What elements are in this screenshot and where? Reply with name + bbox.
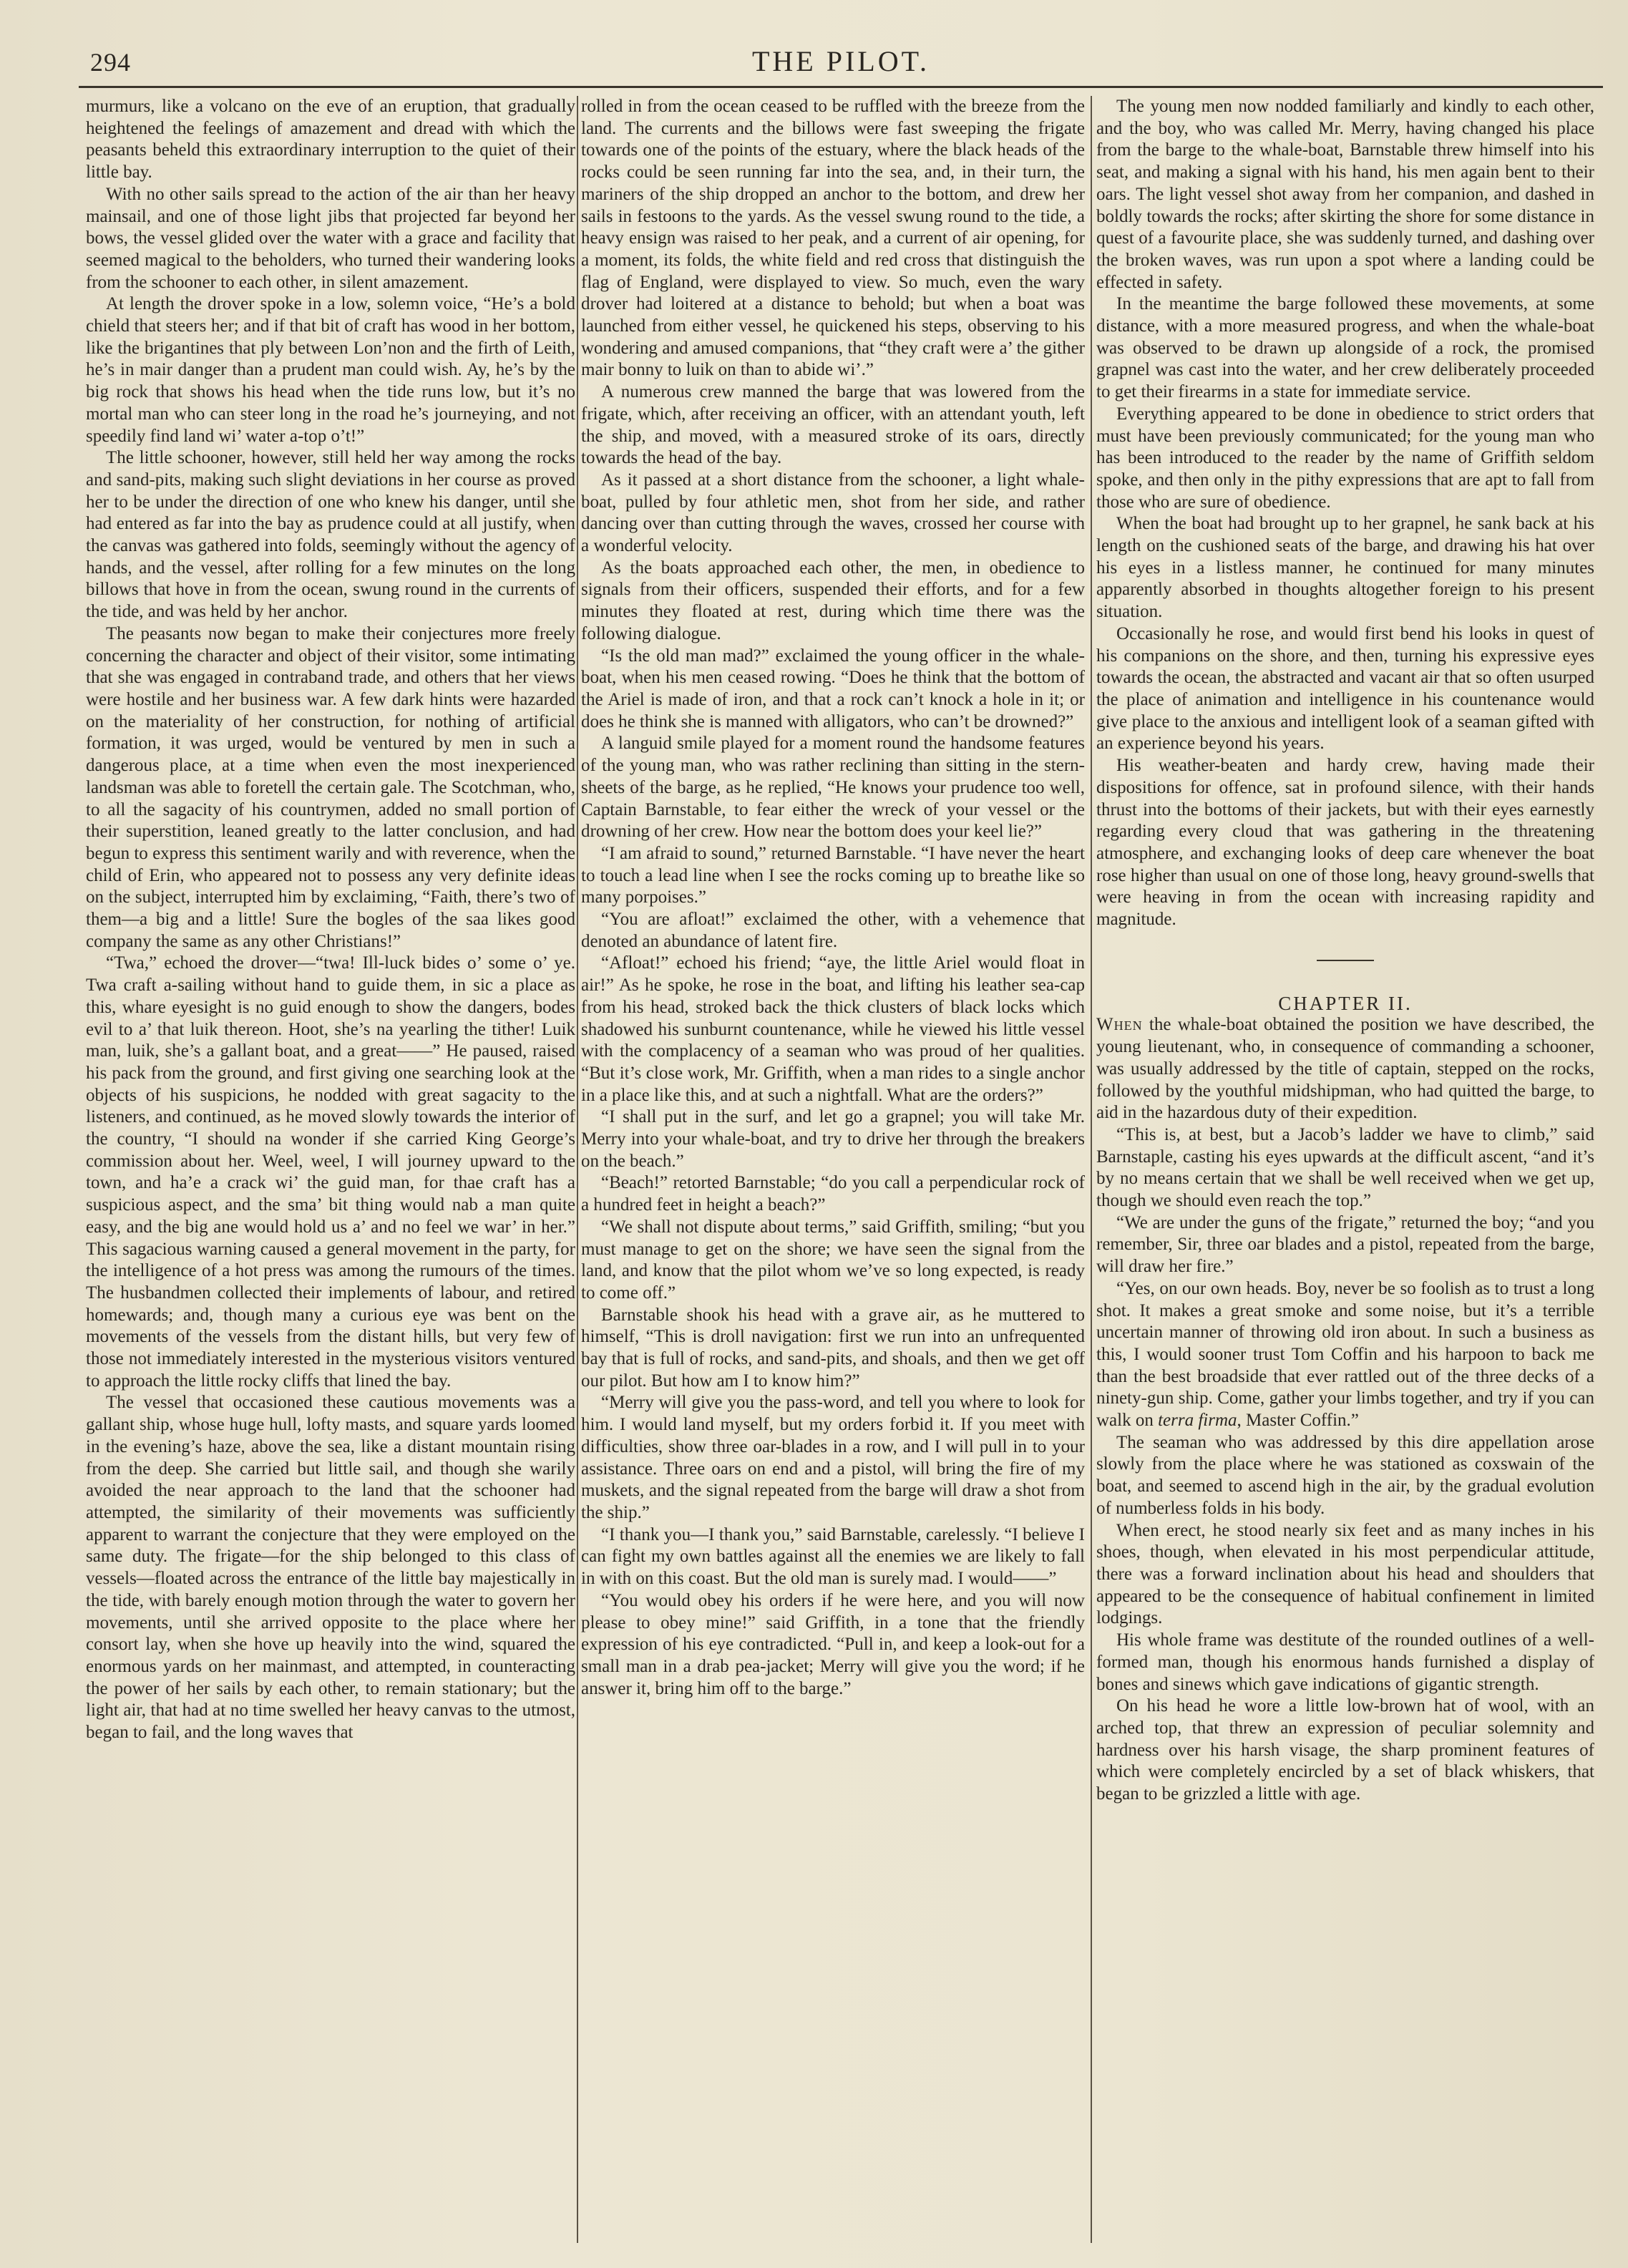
paragraph-text: “Yes, on our own heads. Boy, never be so foolish as to trust a long shot. It makes a great smoke and some noise, but it’s a terrible uncertain manner of throwing old iron about. In such a business as this, I would sooner trust Tom Coffin and his harpoon to back me than the best broadside that ever rattled out of the three decks of a ninety-gun ship. Come, gather your limbs together, and try if you can walk on (1096, 1278, 1594, 1431)
column-divider-1 (577, 96, 578, 2243)
paragraph: When the boat had brought up to her grapnel, he sank back at his length on the cushioned seats of the barge, and drawing his hat over his eyes in a listless manner, he continued for many minutes apparently absorbed in thoughts altogether foreign to his present situation. (1096, 514, 1594, 622)
paragraph: Occasionally he rose, and would first bend his looks in quest of his companions on the shore, and then, turning his expressive eyes towards the ocean, the abstracted and vacant air that so often usurped the place of animation and intelligence in his countenance would give place to the anxious and intelligent look of a seaman gifted with an experience beyond his years. (1096, 623, 1594, 754)
page-number: 294 (90, 48, 131, 77)
chapter-opening-word: When (1096, 1015, 1143, 1035)
text-column-1 (86, 96, 575, 2250)
paragraph: “You are afloat!” exclaimed the other, with a vehemence that denoted an abundance of latent fire. (581, 910, 1085, 951)
running-title: THE PILOT. (751, 45, 930, 77)
paragraph: With no other sails spread to the action of the air than her heavy mainsail, and one of those light jibs that projected far beyond her bows, the vessel glided over the water with a grace and facility that seemed magical to the beholders, who turned their wandering looks from the schooner to each other, in silent amazement. (86, 184, 575, 292)
paragraph (1096, 1278, 1594, 1432)
text-column-2 (581, 96, 1085, 2250)
paragraph: The peasants now began to make their conjectures more freely concerning the character and object of their visitor, some intimating that she was engaged in contraband trade, and others that her views were hostile and her business war. A few dark hints were hazarded on the materiality of her construction, for nothing of artificial formation, it was urged, would be ventured by men in such a dangerous place, at a time when even the most inexperienced landsman was able to foretell the certain gale. The Scotchman, who, to all the sagacity of his countrymen, added no small portion of their superstition, leaned greatly to the latter conclusion, and had begun to express this sentiment warily and with reverence, when the child of Erin, who appeared not to possess any very definite ideas on the subject, interrupted him by exclaiming, “Faith, there’s two of them—a big and a little! Sure the bogles of the saa likes good company the same as any other Christians!” (86, 623, 575, 951)
paragraph: His whole frame was destitute of the rounded outlines of a well-formed man, though his enormous hands furnished a display of bones and sinews which gave indications of gigantic strength. (1096, 1630, 1594, 1694)
paragraph: His weather-beaten and hardy crew, having made their dispositions for offence, sat in profound silence, with their hands thrust into the bottoms of their jackets, but with their eyes earnestly regarding every cloud that was gathering in the threatening atmosphere, and exchanging looks of deep care whenever the boat rose higher than usual on one of those long, heavy ground-swells that were heaving in from the ocean with increasing rapidity and magnitude. (1096, 756, 1594, 930)
paragraph: The seaman who was addressed by this dire appellation arose slowly from the place where he was stationed as coxswain of the boat, and seemed to ascend high in the air, by the gradual evolution of numberless folds in his body. (1096, 1432, 1594, 1518)
paragraph: murmurs, like a volcano on the eve of an eruption, that gradually heightened the feelings of amazement and dread with which the peasants beheld this extraordinary interruption to the quiet of their little bay. (86, 97, 575, 182)
column-divider-2 (1091, 96, 1092, 2243)
paragraph: Barnstable shook his head with a grave air, as he muttered to himself, “This is droll navigation: first we run into an unfrequented bay that is full of rocks, and sand-pits, and shoals, and then we get off our pilot. But how am I to know him?” (581, 1305, 1085, 1391)
paragraph: A numerous crew manned the barge that was lowered from the frigate, which, after receiving an officer, with an attendant youth, left the ship, and moved, with a measured stroke of its oars, directly towards the head of the bay. (581, 382, 1085, 468)
paragraph: “I thank you—I thank you,” said Barnstable, carelessly. “I believe I can fight my own battles against all the enemies we are likely to fall in with on this coast. But the old man is surely mad. I would——” (581, 1524, 1085, 1589)
paragraph: “Merry will give you the pass-word, and tell you where to look for him. I would land myself, but my orders forbid it. If you meet with difficulties, show three oar-blades in a row, and I will pull in to your assistance. Three oars on end and a pistol, will bring the fire of my muskets, and the signal repeated from the barge will draw a shot from the ship.” (581, 1393, 1085, 1522)
paragraph: At length the drover spoke in a low, solemn voice, “He’s a bold chield that steers her; and if that bit of craft has wood in her bottom, like the brigantines that ply between Lon’non and the firth of Leith, he’s in mair danger than a prudent man could wish. Ay, he’s by the big rock that shows his head when the tide runs low, but it’s no mortal man who can steer long in the road he’s journeying, and not speedily find land wi’ water a-top o’t!” (86, 294, 575, 446)
paragraph: “Beach!” retorted Barnstable; “do you call a perpendicular rock of a hundred feet in height a beach?” (581, 1173, 1085, 1215)
paragraph: A languid smile played for a moment round the handsome features of the young man, who was rather reclining than sitting in the stern-sheets of the barge, as he replied, “He knows your prudence too well, Captain Barnstable, to fear either the wreck of your vessel or the drowning of her crew. How near the bottom does your keel lie?” (581, 734, 1085, 842)
chapter-opening-paragraph (1096, 1014, 1594, 1124)
paragraph: In the meantime the barge followed these movements, at some distance, with a more measured progress, and when the whale-boat was observed to be drawn up alongside of a rock, the promised grapnel was cast into the water, and her crew deliberately proceeded to get their firearms in a state for immediate service. (1096, 294, 1594, 402)
paragraph: “We are under the guns of the frigate,” returned the boy; “and you remember, Sir, three oar blades and a pistol, repeated from the barge, will draw her fire.” (1096, 1212, 1594, 1277)
paragraph: The young men now nodded familiarly and kindly to each other, and the boy, who was called Mr. Merry, having changed his place from the barge to the whale-boat, Barnstable threw himself into his seat, and making a signal with his hand, his men again bent to their oars. The light vessel shot away from her companion, and dashed in boldly towards the rocks; after skirting the shore for some distance in quest of a favourite place, she was suddenly turned, and dashing over the broken waves, was run upon a spot where a landing could be effected in safety. (1096, 97, 1594, 292)
italic-phrase: terra firma (1158, 1411, 1237, 1431)
chapter-opening-text: the whale-boat obtained the position we have described, the young lieutenant, who, in consequence of commanding a schooner, was usually addressed by the title of captain, stepped on the rocks, followed by the youthful midshipman, who had quitted the barge, to aid in the hazardous duty of their expedition. (1096, 1015, 1594, 1123)
paragraph: The vessel that occasioned these cautious movements was a gallant ship, whose huge hull, lofty masts, and square yards loomed in the evening’s haze, above the sea, like a distant mountain rising from the deep. She carried but little sail, and though she warily avoided the near approach to the land that the schooner had attempted, the similarity of their movements was sufficiently apparent to warrant the conjecture that they were employed on the same duty. The frigate—for the ship belonged to this class of vessels—floated across the entrance of the little bay majestically in the tide, with barely enough motion through the water to govern her movements, until she arrived opposite to the place where her consort lay, when she hove up heavily into the wind, squared the enormous yards on her mainmast, and attempted, in counteracting the power of her sails by each other, to remain stationary; but the light air, that had at no time swelled her heavy canvas to the utmost, began to fail, and the long waves that (86, 1393, 575, 1743)
paragraph: As it passed at a short distance from the schooner, a light whale-boat, pulled by four athletic men, shot from her side, and rather dancing over than cutting through the waves, crossed her course with a wonderful velocity. (581, 469, 1085, 556)
paragraph: rolled in from the ocean ceased to be ruffled with the breeze from the land. The currents and the billows were fast sweeping the frigate towards one of the points of the estuary, where the black heads of the rocks could be seen running far into the sea, and, in their turn, the mariners of the ship dropped an anchor to the bottom, and drew her sails in festoons to the yards. As the vessel swung round to the tide, a heavy ensign was raised to her peak, and a current of air opening, for a moment, its folds, the white field and red cross that distinguish the flag of England, were displayed to view. So much, even the wary drover had loitered at a distance to behold; but when a boat was launched from either vessel, he quickened his steps, observing to his wondering and amused companions, that “they craft were a’ the gither mair bonny to luik on than to abide wi’.” (581, 97, 1085, 380)
paragraph: When erect, he stood nearly six feet and as many inches in his shoes, though, when elevated in his most perpendicular attitude, there was a forward inclination about his head and shoulders that appeared to be the consequence of habitual confinement in limited lodgings. (1096, 1520, 1594, 1628)
paragraph: On his head he wore a little low-brown hat of wool, with an arched top, that threw an expression of peculiar solemnity and hardness over his harsh visage, the sharp prominent features of which were completely encircled by a set of black whiskers, that began to be grizzled a little with age. (1096, 1696, 1594, 1804)
paragraph: “We shall not dispute about terms,” said Griffith, smiling; “but you must manage to get on the shore; we have seen the signal from the land, and know that the pilot whom we’ve so long expected, is ready to come off.” (581, 1217, 1085, 1303)
paragraph: “I am afraid to sound,” returned Barnstable. “I have never the heart to touch a lead line when I see the rocks coming up to breathe like so many porpoises.” (581, 843, 1085, 907)
paragraph: “This is, at best, but a Jacob’s ladder we have to climb,” said Barnstaple, casting his eyes upwards at the difficult ascent, “and it’s by no means certain that we shall be well received when we get up, though we should even reach the top.” (1096, 1124, 1594, 1211)
paragraph: “Is the old man mad?” exclaimed the young officer in the whale-boat, when his men ceased rowing. “Does he think that the bottom of the Ariel is made of iron, and that a rock can’t knock a hole in it; or does he think she is manned with alligators, who can’t be drowned?” (581, 646, 1085, 731)
text-column-3 (1096, 96, 1594, 2250)
paragraph: “Afloat!” echoed his friend; “aye, the little Ariel would float in air!” As he spoke, he rose in the boat, and lifting his leather sea-cap from his head, stroked back the thick clusters of black locks which shadowed his sunburnt countenance, while he viewed his little vessel with the complacency of a seaman who was proud of her qualities. “But it’s close work, Mr. Griffith, when a man rides to a single anchor in a place like this, and at such a nightfall. What are the orders?” (581, 953, 1085, 1105)
paragraph: “I shall put in the surf, and let go a grapnel; you will take Mr. Merry into your whale-boat, and try to drive her through the breakers on the beach.” (581, 1107, 1085, 1171)
paragraph: “You would obey his orders if he were here, and you will now please to obey mine!” said Griffith, in a tone that the friendly expression of his eye contradicted. “Pull in, and keep a look-out for a small man in a drab pea-jacket; Merry will give you the word; if he answer it, bring him off to the barge.” (581, 1590, 1085, 1698)
header-rule (79, 86, 1603, 88)
paragraph: Everything appeared to be done in obedience to strict orders that must have been previously communicated; for the young man who has been introduced to the reader by the name of Griffith seldom spoke, and then only in the pithy expressions that are apt to fall from those who are sure of obedience. (1096, 404, 1594, 512)
page-header (79, 44, 1603, 82)
paragraph-text: , Master Coffin.” (1237, 1411, 1359, 1431)
paragraph: As the boats approached each other, the men, in obedience to signals from their officers, suspended their efforts, and for a few minutes they floated at rest, during which time there was the following dialogue. (581, 558, 1085, 643)
section-separator (1317, 960, 1374, 961)
paragraph: “Twa,” echoed the drover—“twa! Ill-luck bides o’ some o’ ye. Twa craft a-sailing without hand to guide them, in sic a place as this, whare eyesight is no guid enough to show the dangers, bodes evil to a’ that luik thereon. Hoot, she’s na yearling the tither! Luik man, luik, she’s a gallant boat, and a great——” He paused, raised his pack from the ground, and first giving one searching look at the objects of his suspicions, he nodded with great sagacity to the listeners, and continued, as he moved slowly towards the interior of the country, “I should na wonder if she carried King George’s commission about her. Weel, weel, I will journey upward to the town, and ha’e a crack wi’ the guid man, for thae craft has a suspicious aspect, and the sma’ bit thing would nab a man quite easy, and the big ane would hold us a’ and no feel we war’ in her.” This sagacious warning caused a general movement in the party, for the intelligence of a hot press was among the rumours of the times. The husbandmen collected their implements of labour, and retired homewards; and, though many a curious eye was bent on the movements of the vessels from the distant hills, but very few of those not immediately interested in the mysterious visitors ventured to approach the little rocky cliffs that lined the bay. (86, 953, 575, 1391)
paragraph: The little schooner, however, still held her way among the rocks and sand-pits, making such slight deviations in her course as proved her to be under the direction of one who knew his danger, until she had entered as far into the bay as prudence could at all justify, when the canvas was gathered into folds, seemingly without the agency of hands, and the vessel, after rolling for a few minutes on the long billows that hove in from the ocean, swung round in the currents of the tide, and was held by her anchor. (86, 448, 575, 622)
chapter-heading: CHAPTER II. (1278, 992, 1413, 1014)
